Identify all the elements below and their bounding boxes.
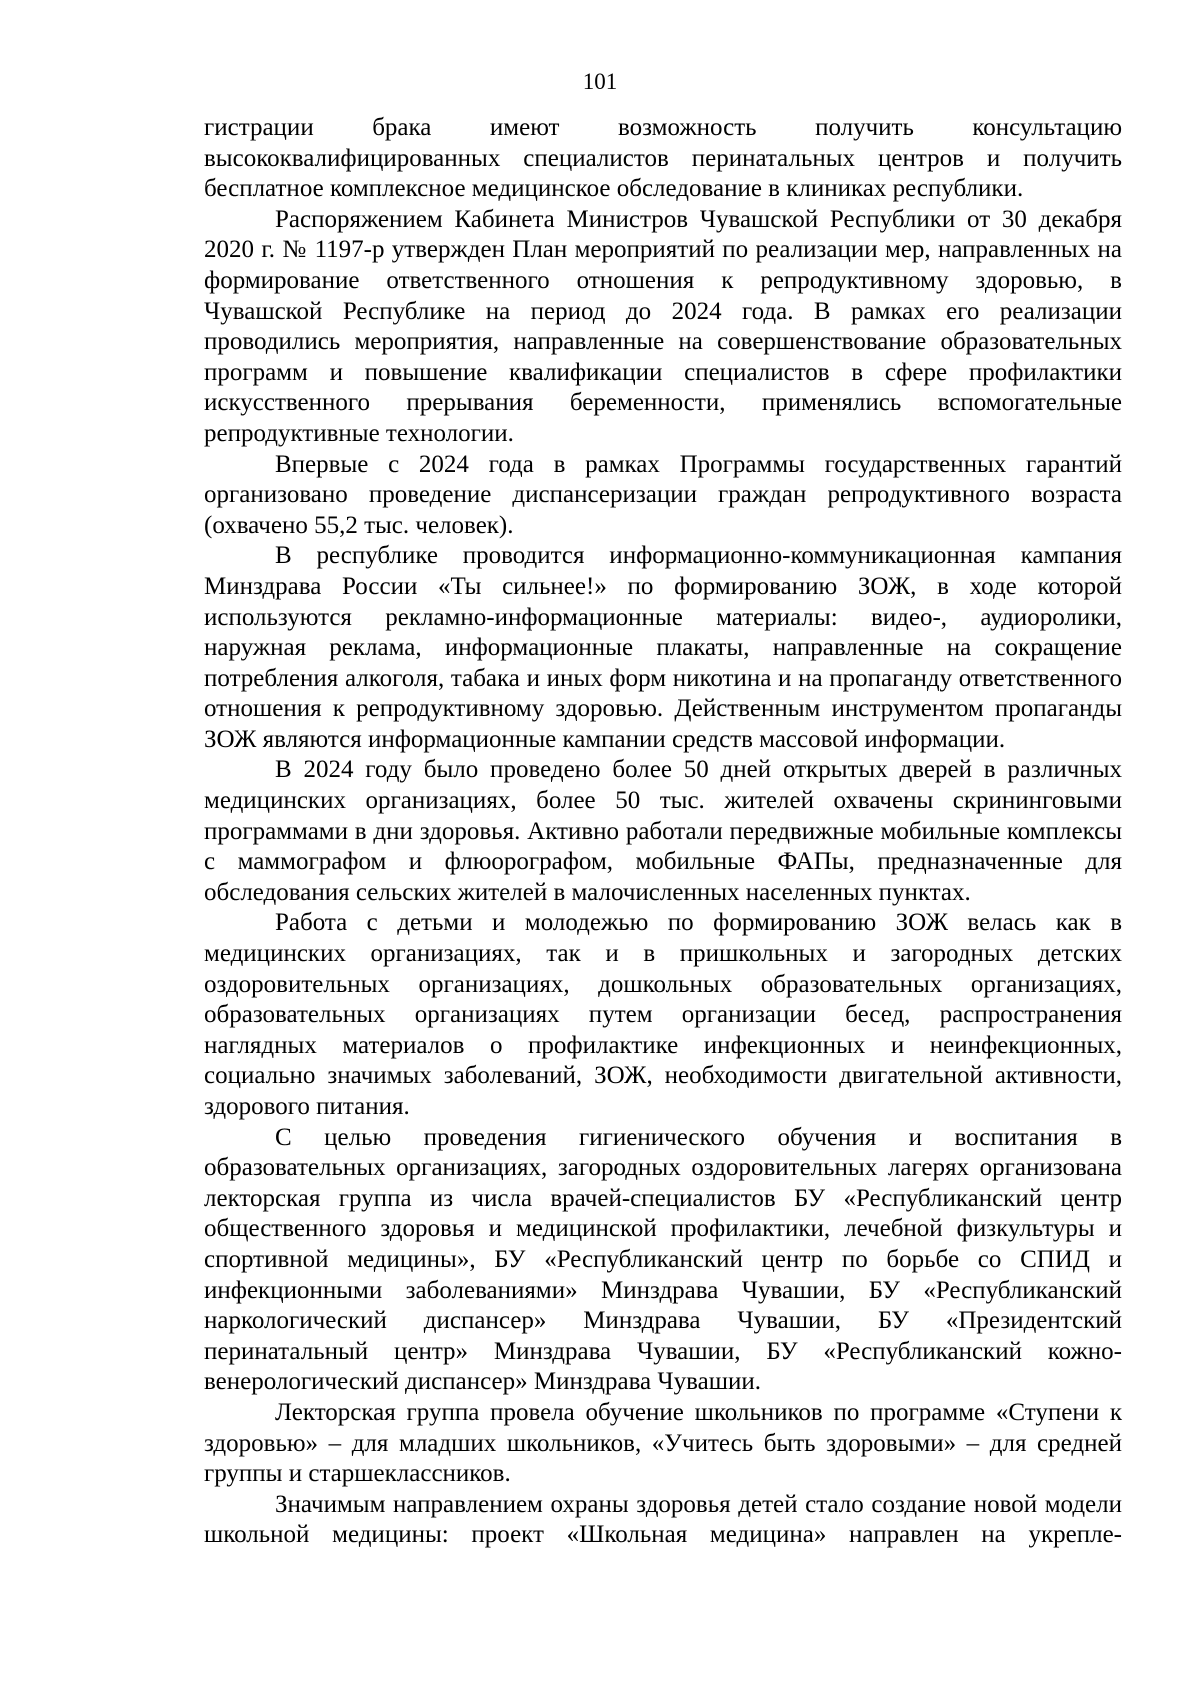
paragraph-open-doors-days: В 2024 году было проведено более 50 дней открытых дверей в различных медицинских организациях, более 50 тыс. жителей охвачены скрининговыми программами в дни здоровья. Активно работали передвижные мобильные комплексы с маммографом и флюорографом, мобильные ФАПы, предназначенные для обследования сельских жителей в малочисленных населенных пунктах.	[204, 756, 1122, 906]
document-body	[204, 113, 1122, 1551]
page-number: 101	[582, 69, 618, 94]
paragraph-continuation: гистрации брака имеют возможность получить консультацию высококвалифицированных специалистов перинатальных центров и получить бесплатное комплексное медицинское обследование в клиниках республики.	[204, 114, 1122, 203]
paragraph-reproductive-plan: Распоряжением Кабинета Министров Чувашской Республики от 30 декабря 2020 г. № 1197-р утвержден План мероприятий по реализации мер, направленных на формирование ответственного отношения к репродуктивному здоровью, в Чувашской Республике на период до 2024 года. В рамках его реализации проводились мероприятия, направленные на совершенствование образовательных программ и повышение квалификации специалистов в сфере профилактики искусственного прерывания беременности, применялись вспомогательные репродуктивные технологии.	[204, 205, 1122, 447]
paragraph-school-programs: Лекторская группа провела обучение школьников по программе «Ступени к здоровью» – для младших школьников, «Учитесь быть здоровыми» – для средней группы и старшеклассников.	[204, 1398, 1122, 1488]
paragraph-lecture-group: С целью проведения гигиенического обучения и воспитания в образовательных организациях, загородных оздоровительных лагерях организована лекторская группа из числа врачей-специалистов БУ «Республиканский центр общественного здоровья и медицинской профилактики, лечебной физкультуры и спортивной медицины», БУ «Республиканский центр по борьбе со СПИД и инфекционными заболеваниями» Минздрава Чувашии, БУ «Республиканский наркологический диспансер» Минздрава Чувашии, БУ «Президентский перинатальный центр» Минздрава Чувашии, БУ «Республиканский кожно-венерологический диспансер» Минздрава Чувашии.	[204, 1123, 1122, 1396]
paragraph-dispensarization: Впервые с 2024 года в рамках Программы государственных гарантий организовано проведение диспансеризации граждан репродуктивного возраста (охвачено 55,2 тыс. человек).	[204, 450, 1122, 539]
paragraph-information-campaign: В республике проводится информационно-коммуникационная кампания Минздрава России «Ты сильнее!» по формированию ЗОЖ, в ходе которой используются рекламно-информационные материалы: видео-, аудиоролики, наружная реклама, информационные плакаты, направленные на сокращение потребления алкоголя, табака и иных форм никотина и на пропаганду ответственного отношения к репродуктивному здоровью. Действенным инструментом пропаганды ЗОЖ являются информационные кампании средств массовой информации.	[204, 542, 1122, 753]
paragraph-school-medicine: Значимым направлением охраны здоровья детей стало создание новой модели школьной медицины: проект «Школьная медицина» направлен на укрепле-	[204, 1490, 1122, 1549]
paragraph-youth-work: Работа с детьми и молодежью по формированию ЗОЖ велась как в медицинских организациях, так и в пришкольных и загородных детских оздоровительных организациях, дошкольных образовательных организациях, образовательных организациях путем организации бесед, распространения наглядных материалов о профилактике инфекционных и неинфекционных, социально значимых заболеваний, ЗОЖ, необходимости двигательной активности, здорового питания.	[204, 909, 1122, 1120]
